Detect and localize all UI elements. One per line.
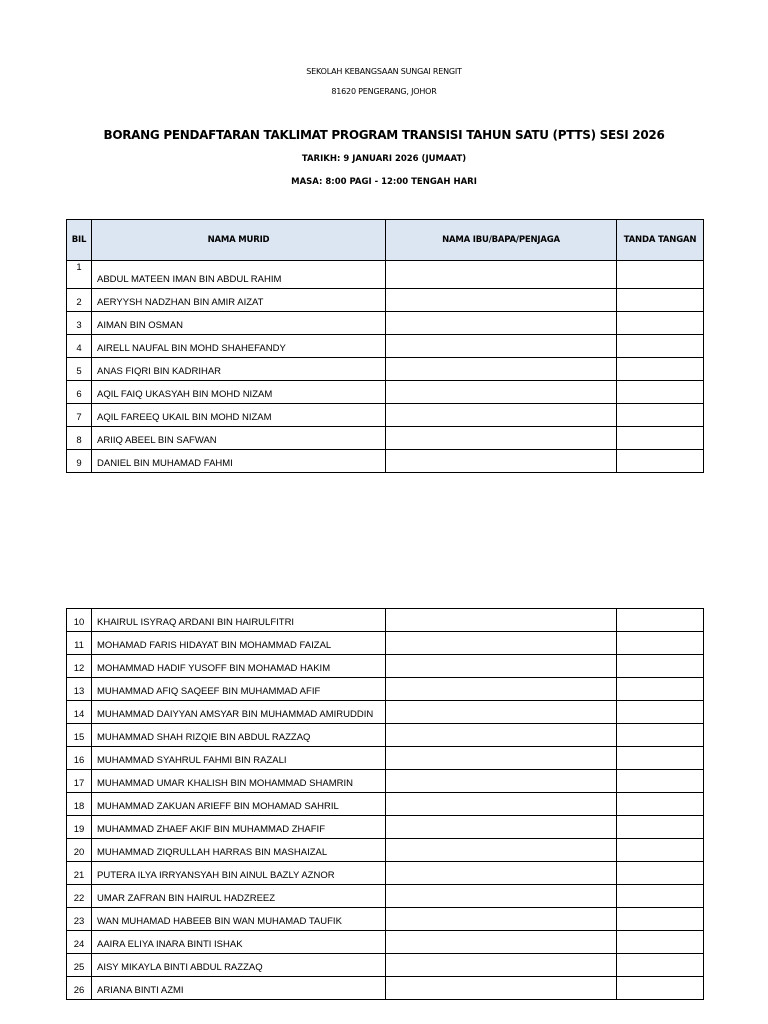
table-row [67,724,704,747]
student-name-cell: MUHAMMAD SHAH RIZQIE BIN ABDUL RAZZAQ [92,724,386,747]
row-number: 4 [67,335,92,358]
row-number: 17 [67,770,92,793]
signature-field[interactable] [617,609,704,632]
student-name-cell: WAN MUHAMAD HABEEB BIN WAN MUHAMAD TAUFIK [92,908,386,931]
parent-name-field[interactable] [386,977,617,1000]
table-row [67,908,704,931]
header-signature: TANDA TANGAN [617,220,704,261]
signature-field[interactable] [617,724,704,747]
parent-name-field[interactable] [386,678,617,701]
parent-name-field[interactable] [386,289,617,312]
signature-field[interactable] [617,450,704,473]
row-number: 1 [67,261,92,289]
table-row [67,655,704,678]
parent-name-field[interactable] [386,885,617,908]
row-number: 6 [67,381,92,404]
student-name-cell: AERYYSH NADZHAN BIN AMIR AIZAT [92,289,386,312]
table-row [67,977,704,1000]
event-date: TARIKH: 9 JANUARI 2026 (JUMAAT) [301,154,467,164]
parent-name-field[interactable] [386,862,617,885]
school-name: SEKOLAH KEBANGSAAN SUNGAI RENGIT [306,67,462,76]
signature-field[interactable] [617,312,704,335]
row-number: 13 [67,678,92,701]
table-row [67,381,704,404]
table-row [67,931,704,954]
table-row [67,404,704,427]
signature-field[interactable] [617,954,704,977]
student-name-cell: MUHAMMAD ZHAEF AKIF BIN MUHAMMAD ZHAFIF [92,816,386,839]
parent-name-field[interactable] [386,609,617,632]
student-name-cell: DANIEL BIN MUHAMAD FAHMI [92,450,386,473]
student-name-cell: MUHAMMAD ZAKUAN ARIEFF BIN MOHAMAD SAHRIL [92,793,386,816]
student-name-cell: MOHAMAD FARIS HIDAYAT BIN MOHAMMAD FAIZAL [92,632,386,655]
signature-field[interactable] [617,427,704,450]
signature-field[interactable] [617,358,704,381]
parent-name-field[interactable] [386,655,617,678]
signature-field[interactable] [617,839,704,862]
row-number: 14 [67,701,92,724]
student-name-cell: ANAS FIQRI BIN KADRIHAR [92,358,386,381]
parent-name-field[interactable] [386,450,617,473]
parent-name-field[interactable] [386,839,617,862]
signature-field[interactable] [617,908,704,931]
parent-name-field[interactable] [386,747,617,770]
row-number: 5 [67,358,92,381]
student-name-cell: KHAIRUL ISYRAQ ARDANI BIN HAIRULFITRI [92,609,386,632]
table-row [67,816,704,839]
student-name-cell: MUHAMMAD AFIQ SAQEEF BIN MUHAMMAD AFIF [92,678,386,701]
row-number: 18 [67,793,92,816]
table-row [67,289,704,312]
table-row [67,793,704,816]
student-name-cell: ABDUL MATEEN IMAN BIN ABDUL RAHIM [92,261,386,289]
student-name-cell: AQIL FAREEQ UKAIL BIN MOHD NIZAM [92,404,386,427]
parent-name-field[interactable] [386,770,617,793]
parent-name-field[interactable] [386,632,617,655]
row-number: 11 [67,632,92,655]
row-number: 9 [67,450,92,473]
parent-name-field[interactable] [386,931,617,954]
signature-field[interactable] [617,404,704,427]
student-name-cell: PUTERA ILYA IRRYANSYAH BIN AINUL BAZLY AZNOR [92,862,386,885]
table-row [67,862,704,885]
signature-field[interactable] [617,793,704,816]
table-row [67,335,704,358]
student-name-cell: UMAR ZAFRAN BIN HAIRUL HADZREEZ [92,885,386,908]
parent-name-field[interactable] [386,701,617,724]
parent-name-field[interactable] [386,908,617,931]
signature-field[interactable] [617,862,704,885]
row-number: 26 [67,977,92,1000]
table-row [67,450,704,473]
parent-name-field[interactable] [386,793,617,816]
row-number: 23 [67,908,92,931]
parent-name-field[interactable] [386,312,617,335]
header-bil: BIL [67,220,92,261]
parent-name-field[interactable] [386,358,617,381]
signature-field[interactable] [617,770,704,793]
signature-field[interactable] [617,335,704,358]
parent-name-field[interactable] [386,335,617,358]
row-number: 10 [67,609,92,632]
row-number: 3 [67,312,92,335]
signature-field[interactable] [617,816,704,839]
table-row [67,885,704,908]
signature-field[interactable] [617,931,704,954]
student-name-cell: MOHAMMAD HADIF YUSOFF BIN MOHAMAD HAKIM [92,655,386,678]
signature-field[interactable] [617,289,704,312]
header-parent-name: NAMA IBU/BAPA/PENJAGA [386,220,617,261]
parent-name-field[interactable] [386,427,617,450]
row-number: 21 [67,862,92,885]
school-address: 81620 PENGERANG, JOHOR [331,87,437,96]
student-name-cell: MUHAMMAD UMAR KHALISH BIN MOHAMMAD SHAMRIN [92,770,386,793]
table-row [67,312,704,335]
table-row [67,261,704,289]
table-row [67,701,704,724]
row-number: 15 [67,724,92,747]
table-row [67,427,704,450]
parent-name-field[interactable] [386,381,617,404]
row-number: 7 [67,404,92,427]
student-name-cell: ARIANA BINTI AZMI [92,977,386,1000]
student-name-cell: ARIIQ ABEEL BIN SAFWAN [92,427,386,450]
student-name-cell: AAIRA ELIYA INARA BINTI ISHAK [92,931,386,954]
signature-field[interactable] [617,261,704,289]
registration-table-page-1 [66,219,704,473]
table-row [67,609,704,632]
row-number: 20 [67,839,92,862]
student-name-cell: MUHAMMAD SYAHRUL FAHMI BIN RAZALI [92,747,386,770]
table-row [67,632,704,655]
student-name-cell: AISY MIKAYLA BINTI ABDUL RAZZAQ [92,954,386,977]
parent-name-field[interactable] [386,816,617,839]
parent-name-field[interactable] [386,724,617,747]
signature-field[interactable] [617,885,704,908]
table-row [67,358,704,381]
row-number: 22 [67,885,92,908]
signature-field[interactable] [617,632,704,655]
table-row [67,770,704,793]
signature-field[interactable] [617,655,704,678]
student-name-cell: AIRELL NAUFAL BIN MOHD SHAHEFANDY [92,335,386,358]
row-number: 8 [67,427,92,450]
table-row [67,678,704,701]
row-number: 19 [67,816,92,839]
student-name-cell: MUHAMMAD ZIQRULLAH HARRAS BIN MASHAIZAL [92,839,386,862]
row-number: 24 [67,931,92,954]
row-number: 12 [67,655,92,678]
table-row [67,839,704,862]
header-student-name: NAMA MURID [92,220,386,261]
student-name-cell: AQIL FAIQ UKASYAH BIN MOHD NIZAM [92,381,386,404]
signature-field[interactable] [617,381,704,404]
parent-name-field[interactable] [386,954,617,977]
signature-field[interactable] [617,747,704,770]
signature-field[interactable] [617,977,704,1000]
student-name-cell: AIMAN BIN OSMAN [92,312,386,335]
table-row [67,747,704,770]
row-number: 2 [67,289,92,312]
form-title: BORANG PENDAFTARAN TAKLIMAT PROGRAM TRANSISI TAHUN SATU (PTTS) SESI 2026 [103,128,665,142]
row-number: 16 [67,747,92,770]
signature-field[interactable] [617,678,704,701]
parent-name-field[interactable] [386,261,617,289]
signature-field[interactable] [617,701,704,724]
table-row [67,954,704,977]
event-time: MASA: 8:00 PAGI - 12:00 TENGAH HARI [291,177,477,187]
row-number: 25 [67,954,92,977]
registration-table-page-2 [66,608,704,1000]
student-name-cell: MUHAMMAD DAIYYAN AMSYAR BIN MUHAMMAD AMIRUDDIN [92,701,386,724]
parent-name-field[interactable] [386,404,617,427]
